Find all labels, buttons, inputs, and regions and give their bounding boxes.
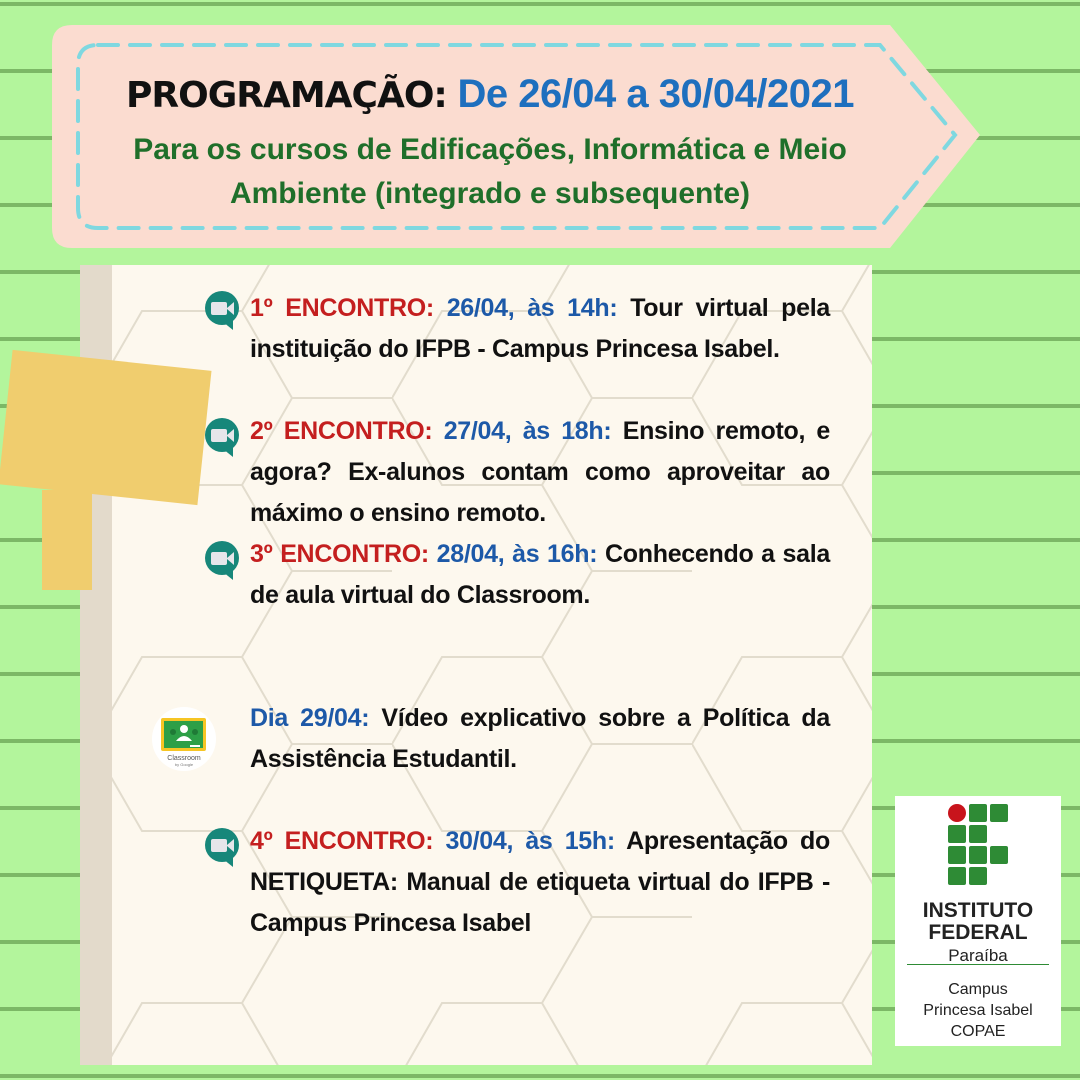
logo-line2: FEDERAL bbox=[928, 921, 1028, 944]
item-when: 28/04, às 16h: bbox=[436, 540, 598, 568]
campus-line3: COPAE bbox=[950, 1023, 1006, 1040]
subtitle: Para os cursos de Edificações, Informática e Meio Ambiente (integrado e subsequente) bbox=[133, 133, 847, 210]
item-text: Conhecendo a sala de aula virtual do Classroom. bbox=[250, 540, 830, 609]
item-text: Tour virtual pela instituição do IFPB - Campus Princesa Isabel. bbox=[250, 294, 830, 363]
tape-decoration bbox=[0, 350, 212, 505]
item-label: 2º ENCONTRO: bbox=[250, 417, 433, 445]
classroom-sublabel: by Google bbox=[174, 762, 194, 767]
google-meet-icon bbox=[203, 290, 243, 330]
item-text: Vídeo explicativo sobre a Política da Assistência Estudantil. bbox=[250, 704, 830, 773]
google-meet-icon bbox=[203, 417, 243, 457]
item-label: 1º ENCONTRO: bbox=[250, 294, 434, 322]
schedule-item bbox=[250, 698, 830, 780]
schedule-item bbox=[250, 411, 830, 534]
schedule-item bbox=[250, 821, 830, 944]
google-meet-icon bbox=[203, 827, 243, 867]
classroom-board-icon bbox=[152, 707, 216, 771]
hexagon-pattern bbox=[112, 265, 872, 1065]
item-text: Apresentação do NETIQUETA: Manual de etiqueta virtual do IFPB - Campus Princesa Isabel bbox=[250, 827, 830, 937]
page-title bbox=[60, 72, 920, 117]
logo-name bbox=[895, 900, 1061, 944]
item-when: 27/04, às 18h: bbox=[443, 417, 612, 445]
schedule-item bbox=[250, 288, 830, 370]
item-when: Dia 29/04: bbox=[250, 704, 370, 732]
classroom-label: Classroom bbox=[167, 755, 201, 762]
google-classroom-icon bbox=[152, 707, 216, 771]
item-when: 26/04, às 14h: bbox=[446, 294, 618, 322]
item-label: 3º ENCONTRO: bbox=[250, 540, 429, 568]
item-text: Ensino remoto, e agora? Ex-alunos contam como aproveitar ao máximo o ensino remoto. bbox=[250, 417, 830, 527]
logo-state: Paraíba bbox=[948, 946, 1008, 965]
item-when: 30/04, às 15h: bbox=[445, 827, 615, 855]
logo-campus bbox=[895, 979, 1061, 1042]
ifpb-logo bbox=[895, 796, 1061, 1046]
item-label: 4º ENCONTRO: bbox=[250, 827, 434, 855]
title-dates: De 26/04 a 30/04/2021 bbox=[457, 72, 854, 116]
paper-main bbox=[112, 265, 872, 1065]
title-label: PROGRAMAÇÃO: bbox=[126, 75, 447, 116]
campus-line2: Princesa Isabel bbox=[923, 1002, 1033, 1019]
campus-line1: Campus bbox=[948, 981, 1008, 998]
google-meet-icon bbox=[203, 540, 243, 580]
logo-divider bbox=[907, 964, 1049, 965]
schedule-item bbox=[250, 534, 830, 616]
logo-line1: INSTITUTO bbox=[922, 899, 1034, 922]
tape-decoration bbox=[42, 490, 92, 590]
